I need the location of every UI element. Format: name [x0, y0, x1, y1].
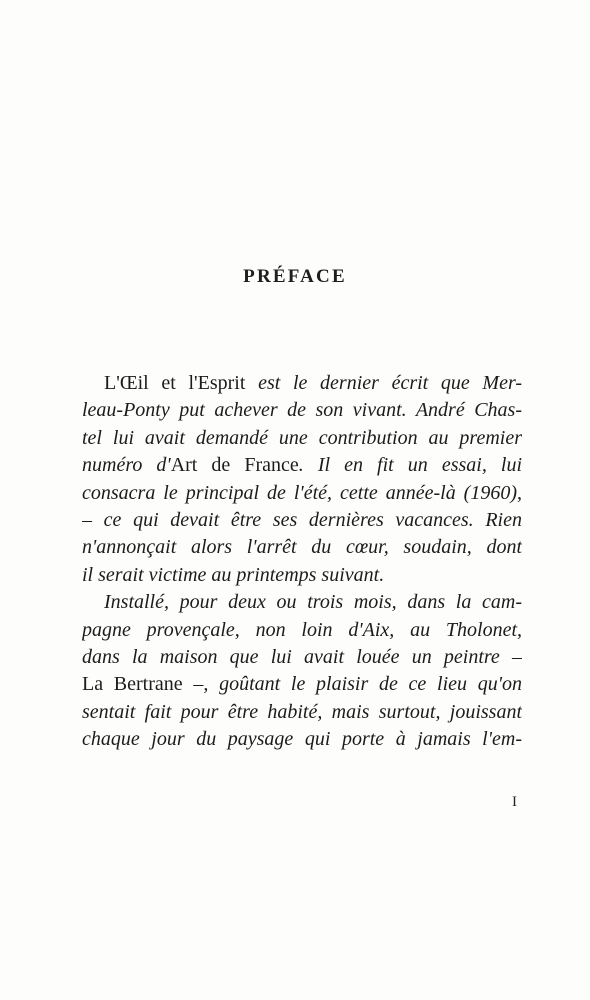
text-line — [82, 671, 522, 698]
text-line — [82, 480, 522, 507]
text-line — [82, 726, 522, 753]
text-line — [82, 562, 522, 589]
italic-text: numéro d' — [82, 454, 171, 477]
italic-text: consacra le principal de l'été, cette année-là (1960), — [82, 481, 522, 504]
roman-text: L'Œil et l'Esprit — [104, 372, 259, 394]
italic-text: tel lui avait demandé une contribution au premier — [82, 426, 522, 449]
italic-text: Installé, pour deux ou trois mois, dans la cam- — [104, 591, 522, 614]
text-line — [82, 589, 522, 616]
roman-text: Art de France — [170, 454, 299, 477]
text-line — [82, 617, 522, 644]
text-line — [82, 370, 522, 397]
text-line — [82, 452, 522, 479]
text-line — [82, 644, 522, 671]
italic-text: il serait victime au printemps suivant. — [82, 563, 385, 586]
italic-text: –, goûtant le plaisir de ce lieu qu'on — [182, 673, 522, 696]
italic-text: sentait fait pour être habité, mais surtout, jouissant — [82, 700, 522, 723]
page-number: I — [512, 794, 517, 810]
italic-text: dans la maison que lui avait louée un peintre – — [82, 645, 522, 668]
roman-text: La Bertrane — [82, 673, 183, 696]
text-line — [82, 507, 522, 534]
italic-text: chaque jour du paysage qui porte à jamais l'em- — [82, 728, 522, 751]
text-line — [82, 534, 522, 561]
text-line — [82, 397, 522, 424]
italic-text: pagne provençale, non loin d'Aix, au Tholonet, — [82, 618, 522, 641]
italic-text: est le dernier écrit que Mer- — [258, 372, 522, 394]
text-line — [82, 425, 522, 452]
italic-text: – ce qui devait être ses dernières vacances. Rien — [82, 508, 522, 531]
italic-text: leau-Ponty put achever de son vivant. André Chas- — [82, 399, 522, 422]
italic-text: n'annonçait alors l'arrêt du cœur, soudain, dont — [82, 536, 522, 559]
page-title: PRÉFACE — [243, 266, 347, 287]
preface-text — [82, 370, 522, 753]
text-line — [82, 699, 522, 726]
italic-text: . Il en fit un essai, lui — [298, 454, 522, 477]
